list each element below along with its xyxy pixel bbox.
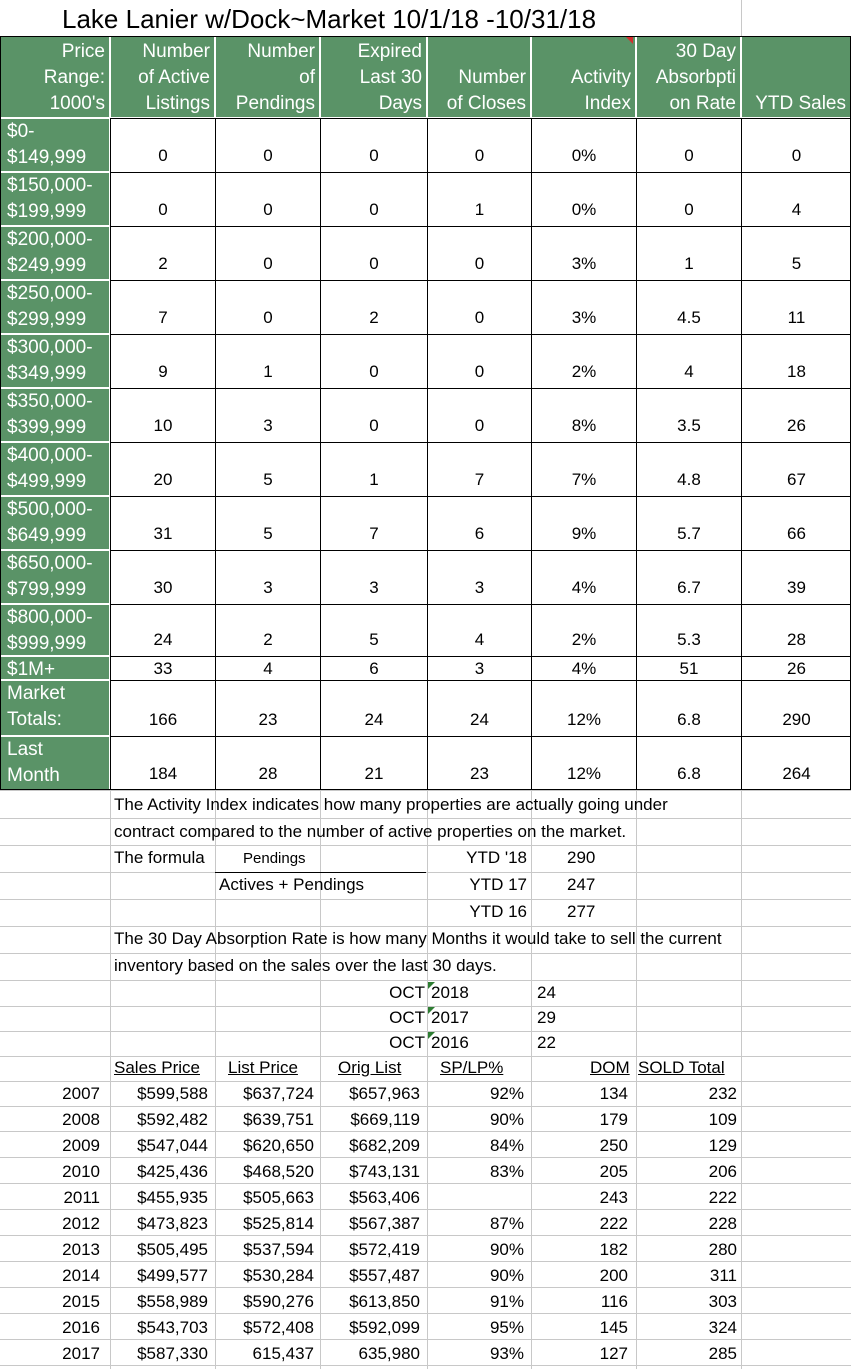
history-cell: 134 bbox=[599, 1084, 628, 1103]
oct-value: 24 bbox=[537, 983, 556, 1002]
history-cell: $473,823 bbox=[137, 1214, 208, 1233]
table-cell: 7 bbox=[427, 442, 531, 496]
header-line: Absorbpti bbox=[655, 67, 736, 88]
history-cell: 179 bbox=[599, 1110, 628, 1129]
row-label-line: $1M+ bbox=[7, 659, 56, 679]
history-cell: 2016 bbox=[62, 1318, 100, 1337]
history-cell: 200 bbox=[599, 1266, 628, 1285]
history-cell: $669,119 bbox=[350, 1110, 420, 1129]
table-cell: 0% bbox=[531, 118, 636, 172]
table-cell: 166 bbox=[110, 680, 215, 736]
table-cell: 23 bbox=[427, 736, 531, 790]
history-cell: 83% bbox=[489, 1162, 524, 1181]
history-cell: $682,209 bbox=[349, 1136, 420, 1155]
history-cell: $558,989 bbox=[137, 1292, 208, 1311]
history-cell: 324 bbox=[708, 1318, 737, 1337]
table-cell: 51 bbox=[636, 656, 741, 680]
table-cell: 6 bbox=[427, 496, 531, 550]
sheet-title: Lake Lanier w/Dock~Market 10/1/18 -10/31/18 bbox=[62, 4, 597, 34]
table-cell: 0 bbox=[427, 118, 531, 172]
table-cell: 0 bbox=[320, 118, 427, 172]
table-cell: 1 bbox=[636, 226, 741, 280]
gridline-h bbox=[0, 818, 851, 819]
history-cell: 93% bbox=[489, 1344, 524, 1363]
header-line: Days bbox=[378, 93, 422, 114]
table-cell: 39 bbox=[741, 550, 851, 604]
table-cell: 0 bbox=[215, 118, 320, 172]
history-cell: 243 bbox=[599, 1188, 628, 1207]
table-cell: 0 bbox=[110, 118, 215, 172]
gridline-h bbox=[0, 790, 851, 791]
gridline-h bbox=[0, 1081, 851, 1082]
activity-note-line1: The Activity Index indicates how many properties are actually going under bbox=[114, 795, 668, 814]
row-label-line: $399,999 bbox=[7, 417, 87, 438]
history-cell: 250 bbox=[599, 1136, 628, 1155]
history-cell: 2007 bbox=[62, 1084, 100, 1103]
table-cell: 290 bbox=[741, 680, 851, 736]
row-label-line: $499,999 bbox=[7, 471, 87, 492]
history-cell: $468,520 bbox=[243, 1162, 314, 1181]
ytd-label: YTD 17 bbox=[469, 875, 527, 894]
history-cell: 2015 bbox=[62, 1292, 100, 1311]
oct-year: 2018 bbox=[431, 983, 469, 1002]
gridline-h bbox=[0, 926, 851, 927]
table-cell: 0 bbox=[320, 388, 427, 442]
absorption-note-line2: inventory based on the sales over the last 30 days. bbox=[114, 956, 497, 975]
table-cell: 0 bbox=[427, 280, 531, 334]
table-cell: 3 bbox=[215, 550, 320, 604]
table-cell: 66 bbox=[741, 496, 851, 550]
table-cell: 6.8 bbox=[636, 736, 741, 790]
table-cell: 24 bbox=[427, 680, 531, 736]
table-cell: 0 bbox=[320, 334, 427, 388]
table-cell: 4 bbox=[741, 172, 851, 226]
row-label-line: $349,999 bbox=[7, 363, 87, 384]
note-marker bbox=[428, 1032, 435, 1039]
history-cell: $547,044 bbox=[137, 1136, 208, 1155]
table-cell: 10 bbox=[110, 388, 215, 442]
history-cell: 84% bbox=[489, 1136, 524, 1155]
ytd-label: YTD '18 bbox=[466, 848, 527, 867]
table-cell: 6.8 bbox=[636, 680, 741, 736]
table-cell: 5 bbox=[320, 604, 427, 656]
table-cell: 31 bbox=[110, 496, 215, 550]
history-header: Sales Price bbox=[114, 1058, 200, 1077]
header-line: of Closes bbox=[446, 93, 526, 114]
history-cell: $590,276 bbox=[243, 1292, 314, 1311]
table-cell: 7 bbox=[320, 496, 427, 550]
table-cell: 5 bbox=[215, 496, 320, 550]
history-cell: $620,650 bbox=[243, 1136, 314, 1155]
history-cell: 280 bbox=[708, 1240, 737, 1259]
header-line: Last 30 bbox=[359, 67, 422, 88]
table-cell: 23 bbox=[215, 680, 320, 736]
table-cell: 2 bbox=[215, 604, 320, 656]
table-cell: 1 bbox=[427, 172, 531, 226]
table-cell: 4.5 bbox=[636, 280, 741, 334]
history-cell: 2008 bbox=[62, 1110, 100, 1129]
table-cell: 1 bbox=[320, 442, 427, 496]
table-cell: 26 bbox=[741, 388, 851, 442]
row-label-line: $149,999 bbox=[7, 147, 87, 168]
row-label-line: $800,000- bbox=[7, 607, 93, 628]
table-cell: 5.3 bbox=[636, 604, 741, 656]
ytd-label: YTD 16 bbox=[469, 902, 527, 921]
history-cell: $592,482 bbox=[137, 1110, 208, 1129]
history-cell: 90% bbox=[489, 1240, 524, 1259]
ytd-value: 290 bbox=[567, 848, 596, 867]
table-cell: 0 bbox=[427, 388, 531, 442]
table-cell: 3% bbox=[531, 226, 636, 280]
row-label-line: $249,999 bbox=[7, 255, 87, 276]
row-label-line: $649,999 bbox=[7, 525, 87, 546]
row-label-line: $0- bbox=[7, 121, 35, 142]
table-cell: 4 bbox=[215, 656, 320, 680]
history-cell: $525,814 bbox=[243, 1214, 314, 1233]
activity-note-line2: contract compared to the number of active properties on the market. bbox=[114, 822, 627, 841]
history-cell: 285 bbox=[708, 1344, 737, 1363]
table-cell: 0 bbox=[215, 226, 320, 280]
history-cell: $639,751 bbox=[243, 1110, 314, 1129]
history-cell: $505,495 bbox=[137, 1240, 208, 1259]
history-cell: 129 bbox=[708, 1136, 737, 1155]
history-cell: 311 bbox=[709, 1266, 737, 1285]
table-cell: 21 bbox=[320, 736, 427, 790]
history-cell: 2010 bbox=[62, 1162, 100, 1181]
header-line: Expired bbox=[357, 41, 422, 62]
table-cell: 5.7 bbox=[636, 496, 741, 550]
note-marker bbox=[428, 982, 435, 989]
table-cell: 3 bbox=[215, 388, 320, 442]
history-cell: $537,594 bbox=[243, 1240, 314, 1259]
gridline-h bbox=[0, 845, 851, 846]
history-cell: 2011 bbox=[63, 1188, 100, 1207]
row-label-line: $400,000- bbox=[7, 445, 93, 466]
header-line: Index bbox=[584, 93, 631, 114]
oct-value: 22 bbox=[537, 1033, 556, 1052]
row-label-line: $300,000- bbox=[7, 337, 93, 358]
table-cell: 2 bbox=[320, 280, 427, 334]
table-cell: 0 bbox=[636, 118, 741, 172]
formula-numerator: Pendings bbox=[243, 850, 306, 867]
history-cell: 232 bbox=[708, 1084, 737, 1103]
table-cell: 2 bbox=[110, 226, 215, 280]
table-cell: 184 bbox=[110, 736, 215, 790]
history-cell: $743,131 bbox=[349, 1162, 420, 1181]
table-cell: 30 bbox=[110, 550, 215, 604]
history-cell: $613,850 bbox=[349, 1292, 420, 1311]
table-cell: 26 bbox=[741, 656, 851, 680]
history-cell: $657,963 bbox=[349, 1084, 420, 1103]
table-cell: 24 bbox=[110, 604, 215, 656]
table-cell: 3.5 bbox=[636, 388, 741, 442]
table-cell: 28 bbox=[741, 604, 851, 656]
history-cell: 615,437 bbox=[252, 1344, 314, 1363]
table-cell: 0 bbox=[427, 226, 531, 280]
table-cell: 12% bbox=[531, 680, 636, 736]
history-cell: 116 bbox=[600, 1292, 628, 1311]
history-cell: 127 bbox=[599, 1344, 628, 1363]
formula-denominator: Actives + Pendings bbox=[219, 875, 365, 894]
header-line: Price bbox=[61, 41, 105, 62]
table-cell: 67 bbox=[741, 442, 851, 496]
table-cell: 4.8 bbox=[636, 442, 741, 496]
history-cell: $587,330 bbox=[137, 1344, 208, 1363]
history-cell: 95% bbox=[489, 1318, 524, 1337]
history-cell: 228 bbox=[708, 1214, 737, 1233]
history-cell: 2009 bbox=[62, 1136, 100, 1155]
table-cell: 0 bbox=[215, 172, 320, 226]
table-cell: 3 bbox=[427, 656, 531, 680]
gridline-h bbox=[0, 953, 851, 954]
history-cell: 90% bbox=[489, 1266, 524, 1285]
table-cell: 4 bbox=[427, 604, 531, 656]
table-cell: 12% bbox=[531, 736, 636, 790]
table-cell: 3% bbox=[531, 280, 636, 334]
row-label-line: $150,000- bbox=[7, 175, 93, 196]
table-cell: 18 bbox=[741, 334, 851, 388]
history-cell: $425,436 bbox=[137, 1162, 208, 1181]
history-cell: 182 bbox=[599, 1240, 628, 1259]
table-cell: 0 bbox=[320, 172, 427, 226]
table-border bbox=[0, 36, 851, 790]
gridline-h bbox=[0, 980, 851, 981]
header-line: 30 Day bbox=[675, 41, 736, 62]
history-cell: $557,487 bbox=[349, 1266, 420, 1285]
table-cell: 1 bbox=[215, 334, 320, 388]
row-label-line: $299,999 bbox=[7, 309, 87, 330]
table-cell: 6 bbox=[320, 656, 427, 680]
table-cell: 4% bbox=[531, 550, 636, 604]
table-cell: 2% bbox=[531, 604, 636, 656]
history-cell: $543,703 bbox=[137, 1318, 208, 1337]
header-line: Number bbox=[247, 41, 315, 62]
oct-value: 29 bbox=[537, 1008, 556, 1027]
history-cell: $592,099 bbox=[349, 1318, 420, 1337]
row-label-line: $350,000- bbox=[7, 391, 93, 412]
table-cell: 7% bbox=[531, 442, 636, 496]
ytd-value: 247 bbox=[567, 875, 596, 894]
row-label-line: $500,000- bbox=[7, 499, 93, 520]
table-cell: 4 bbox=[636, 334, 741, 388]
absorption-note-line1: The 30 Day Absorption Rate is how many Months it would take to sell the current bbox=[114, 929, 722, 948]
row-label-line: Market bbox=[7, 683, 66, 704]
table-cell: 264 bbox=[741, 736, 851, 790]
row-label-line: Last bbox=[7, 739, 43, 760]
history-cell: $599,588 bbox=[137, 1084, 208, 1103]
history-cell: 145 bbox=[599, 1318, 628, 1337]
table-cell: 5 bbox=[741, 226, 851, 280]
header-line: of Active bbox=[138, 67, 210, 88]
header-line: Listings bbox=[145, 93, 210, 114]
history-cell: 87% bbox=[489, 1214, 524, 1233]
table-cell: 8% bbox=[531, 388, 636, 442]
table-cell: 0 bbox=[320, 226, 427, 280]
table-cell: 28 bbox=[215, 736, 320, 790]
history-cell: $637,724 bbox=[243, 1084, 314, 1103]
history-header: SOLD Total bbox=[638, 1058, 725, 1077]
formula-label: The formula bbox=[114, 848, 205, 867]
history-header: DOM bbox=[590, 1058, 630, 1077]
row-label-line: $199,999 bbox=[7, 201, 87, 222]
header-line: Number bbox=[458, 67, 526, 88]
row-label-line: $250,000- bbox=[7, 283, 93, 304]
table-cell: 0 bbox=[636, 172, 741, 226]
history-header: Orig List bbox=[338, 1058, 402, 1077]
table-cell: 0 bbox=[215, 280, 320, 334]
history-cell: 635,980 bbox=[358, 1344, 420, 1363]
history-cell: $499,577 bbox=[137, 1266, 208, 1285]
row-label-line: $650,000- bbox=[7, 553, 93, 574]
history-cell: 90% bbox=[489, 1110, 524, 1129]
formula-divider bbox=[215, 872, 426, 873]
row-label-line: $799,999 bbox=[7, 579, 87, 600]
table-cell: 2% bbox=[531, 334, 636, 388]
row-label-line: $999,999 bbox=[7, 633, 87, 654]
history-cell: $567,387 bbox=[349, 1214, 420, 1233]
history-cell: 222 bbox=[708, 1188, 737, 1207]
history-header: List Price bbox=[228, 1058, 298, 1077]
history-cell: 2014 bbox=[62, 1266, 100, 1285]
table-cell: 5 bbox=[215, 442, 320, 496]
table-cell: 24 bbox=[320, 680, 427, 736]
gridline-h bbox=[0, 899, 851, 900]
oct-year: 2016 bbox=[431, 1033, 469, 1052]
row-label-line: Totals: bbox=[7, 709, 62, 730]
history-cell: 2012 bbox=[62, 1214, 100, 1233]
table-cell: 33 bbox=[110, 656, 215, 680]
note-marker bbox=[428, 1007, 435, 1014]
history-cell: $530,284 bbox=[243, 1266, 314, 1285]
table-cell: 0% bbox=[531, 172, 636, 226]
row-label-line: Month bbox=[7, 765, 60, 786]
oct-month: OCT bbox=[389, 983, 425, 1002]
table-cell: 3 bbox=[427, 550, 531, 604]
table-cell: 4% bbox=[531, 656, 636, 680]
table-cell: 11 bbox=[741, 280, 851, 334]
history-cell: 92% bbox=[489, 1084, 524, 1103]
header-line: 1000's bbox=[49, 93, 105, 114]
header-line: of bbox=[299, 67, 315, 88]
table-cell: 6.7 bbox=[636, 550, 741, 604]
history-cell: 2017 bbox=[62, 1344, 100, 1363]
history-cell: 2013 bbox=[62, 1240, 100, 1259]
table-cell: 7 bbox=[110, 280, 215, 334]
table-cell: 20 bbox=[110, 442, 215, 496]
gridline-h bbox=[0, 1031, 851, 1032]
history-cell: $505,663 bbox=[243, 1188, 314, 1207]
table-cell: 0 bbox=[110, 172, 215, 226]
table-cell: 0 bbox=[741, 118, 851, 172]
oct-year: 2017 bbox=[431, 1008, 469, 1027]
history-cell: 206 bbox=[708, 1162, 737, 1181]
header-line: YTD Sales bbox=[755, 93, 846, 114]
oct-month: OCT bbox=[389, 1008, 425, 1027]
history-header: SP/LP% bbox=[440, 1058, 504, 1077]
history-cell: 205 bbox=[599, 1162, 628, 1181]
history-cell: $572,408 bbox=[243, 1318, 314, 1337]
header-line: Activity bbox=[570, 67, 631, 88]
history-cell: $572,419 bbox=[349, 1240, 420, 1259]
ytd-value: 277 bbox=[567, 902, 596, 921]
history-cell: 91% bbox=[489, 1292, 524, 1311]
header-line: on Rate bbox=[669, 93, 736, 114]
history-cell: 109 bbox=[708, 1110, 737, 1129]
gridline-h bbox=[0, 1006, 851, 1007]
history-cell bbox=[418, 1187, 524, 1211]
table-cell: 0 bbox=[427, 334, 531, 388]
history-cell: 303 bbox=[708, 1292, 737, 1311]
table-cell: 9% bbox=[531, 496, 636, 550]
table-cell: 3 bbox=[320, 550, 427, 604]
history-cell: $455,935 bbox=[137, 1188, 208, 1207]
history-cell: $563,406 bbox=[349, 1188, 420, 1207]
header-line: Number bbox=[142, 41, 210, 62]
header-line: Range: bbox=[43, 67, 105, 88]
header-line: Pendings bbox=[235, 93, 315, 114]
oct-month: OCT bbox=[389, 1033, 425, 1052]
table-cell: 9 bbox=[110, 334, 215, 388]
row-label-line: $200,000- bbox=[7, 229, 93, 250]
history-cell: 222 bbox=[599, 1214, 628, 1233]
